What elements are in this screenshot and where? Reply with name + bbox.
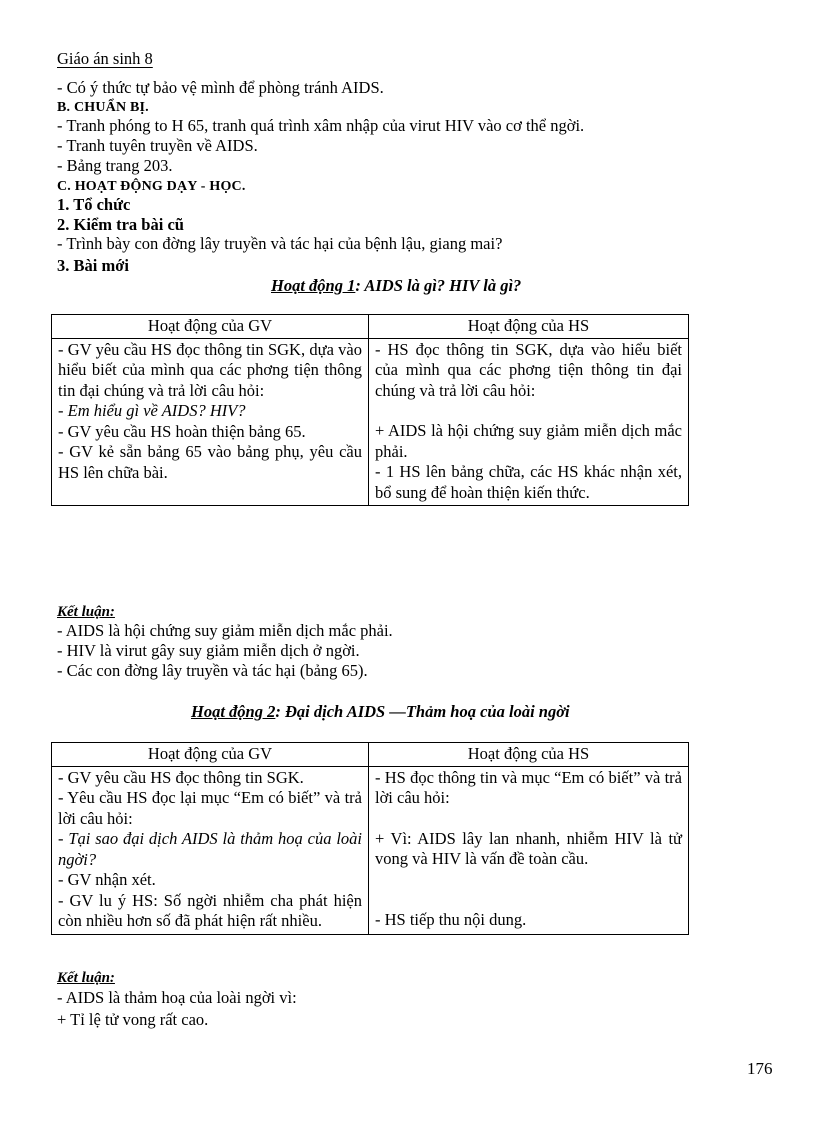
gv-line: - GV kẻ sẵn bảng 65 vào bảng phụ, yêu cầu HS lên chữa bài.: [58, 442, 362, 482]
table-header-row: [52, 743, 689, 767]
table-header-row: [52, 315, 689, 339]
section-b-item: - Bảng trang 203.: [57, 156, 173, 175]
section-c-sub2-item: - Trình bày con đờng lây truyền và tác hại của bệnh lậu, giang mai?: [57, 234, 503, 253]
intro-line: - Có ý thức tự bảo vệ mình để phòng tránh AIDS.: [57, 78, 384, 97]
activity1-table: [51, 314, 689, 506]
document-header: Giáo án sinh 8: [57, 49, 153, 68]
gv-line: - Em hiểu gì về AIDS? HIV?: [58, 401, 246, 420]
gv-line: - GV yêu cầu HS hoàn thiện bảng 65.: [58, 421, 306, 441]
col-gv-header: Hoạt động của GV: [52, 743, 369, 767]
table-row: [52, 338, 689, 506]
hs-line: + AIDS là hội chứng suy giảm miễn dịch mắc phải.: [375, 421, 682, 461]
activity1-title: : AIDS là gì? HIV là gì?: [355, 276, 522, 295]
hs-line: - HS tiếp thu nội dung.: [375, 909, 527, 929]
activity2-title: : Đại dịch AIDS —Thảm hoạ của loài ngời: [275, 702, 570, 721]
gv-line: - Tại sao đại dịch AIDS là thảm hoạ của loài ngời?: [58, 829, 362, 869]
spacer: [375, 809, 682, 829]
spacer: [375, 890, 682, 910]
section-b-item: - Tranh tuyên truyền về AIDS.: [57, 136, 258, 155]
section-c-title: C. HOẠT ĐỘNG DẠY - HỌC.: [57, 179, 246, 194]
gv-line: - GV nhận xét.: [58, 870, 156, 889]
conclusion2-item: - AIDS là thảm hoạ của loài ngời vì:: [57, 988, 297, 1007]
conclusion2-item: + Tỉ lệ tử vong rất cao.: [57, 1010, 209, 1029]
section-c-sub1: 1. Tổ chức: [57, 195, 131, 214]
gv-line: - GV yêu cầu HS đọc thông tin SGK, dựa vào hiểu biết của mình qua các phơng tiện thông tin đại chúng và trả lời câu hỏi:: [58, 339, 362, 400]
activity1-label: Hoạt động 1: [271, 276, 356, 295]
activity2-heading: [191, 702, 570, 722]
col-gv-header: Hoạt động của GV: [52, 315, 369, 339]
conclusion1-item: - AIDS là hội chứng suy giảm miễn dịch mắc phải.: [57, 621, 393, 640]
gv-line: - GV lu ý HS: Số ngời nhiễm cha phát hiện còn nhiều hơn số đã phát hiện rất nhiều.: [58, 890, 362, 930]
gv-line: - GV yêu cầu HS đọc thông tin SGK.: [58, 767, 304, 787]
hs-cell: [369, 766, 689, 934]
page-number: 176: [747, 1059, 773, 1078]
spacer: [375, 870, 682, 890]
conclusion1-label: Kết luận:: [57, 604, 115, 620]
conclusion2-label: Kết luận:: [57, 970, 115, 986]
table-row: [52, 766, 689, 934]
activity2-table: [51, 742, 689, 935]
conclusion1-item: - Các con đờng lây truyền và tác hại (bảng 65).: [57, 661, 368, 680]
activity1-heading: [271, 276, 521, 296]
col-hs-header: Hoạt động của HS: [369, 315, 689, 339]
section-b-item: - Tranh phóng to H 65, tranh quá trình xâm nhập của virut HIV vào cơ thể ngời.: [57, 116, 585, 135]
hs-line: - HS đọc thông tin và mục “Em có biết” và trả lời câu hỏi:: [375, 767, 682, 807]
spacer: [375, 401, 682, 421]
section-b-title: B. CHUẨN BỊ.: [57, 100, 149, 115]
hs-cell: [369, 338, 689, 506]
hs-line: - 1 HS lên bảng chữa, các HS khác nhận xét, bổ sung để hoàn thiện kiến thức.: [375, 462, 682, 502]
section-c-sub2: 2. Kiểm tra bài cũ: [57, 215, 184, 234]
section-c-sub3: 3. Bài mới: [57, 256, 129, 275]
activity2-label: Hoạt động 2: [191, 702, 276, 721]
gv-line: - Yêu cầu HS đọc lại mục “Em có biết” và trả lời câu hỏi:: [58, 788, 362, 828]
col-hs-header: Hoạt động của HS: [369, 743, 689, 767]
hs-line: - HS đọc thông tin SGK, dựa vào hiểu biết của mình qua các phơng tiện thông tin đại chúng và trả lời câu hỏi:: [375, 339, 682, 400]
gv-cell: [52, 766, 369, 934]
conclusion1-item: - HIV là virut gây suy giảm miễn dịch ở ngời.: [57, 641, 360, 660]
gv-cell: [52, 338, 369, 506]
hs-line: + Vì: AIDS lây lan nhanh, nhiễm HIV là tử vong và HIV là vấn đề toàn cầu.: [375, 828, 682, 868]
